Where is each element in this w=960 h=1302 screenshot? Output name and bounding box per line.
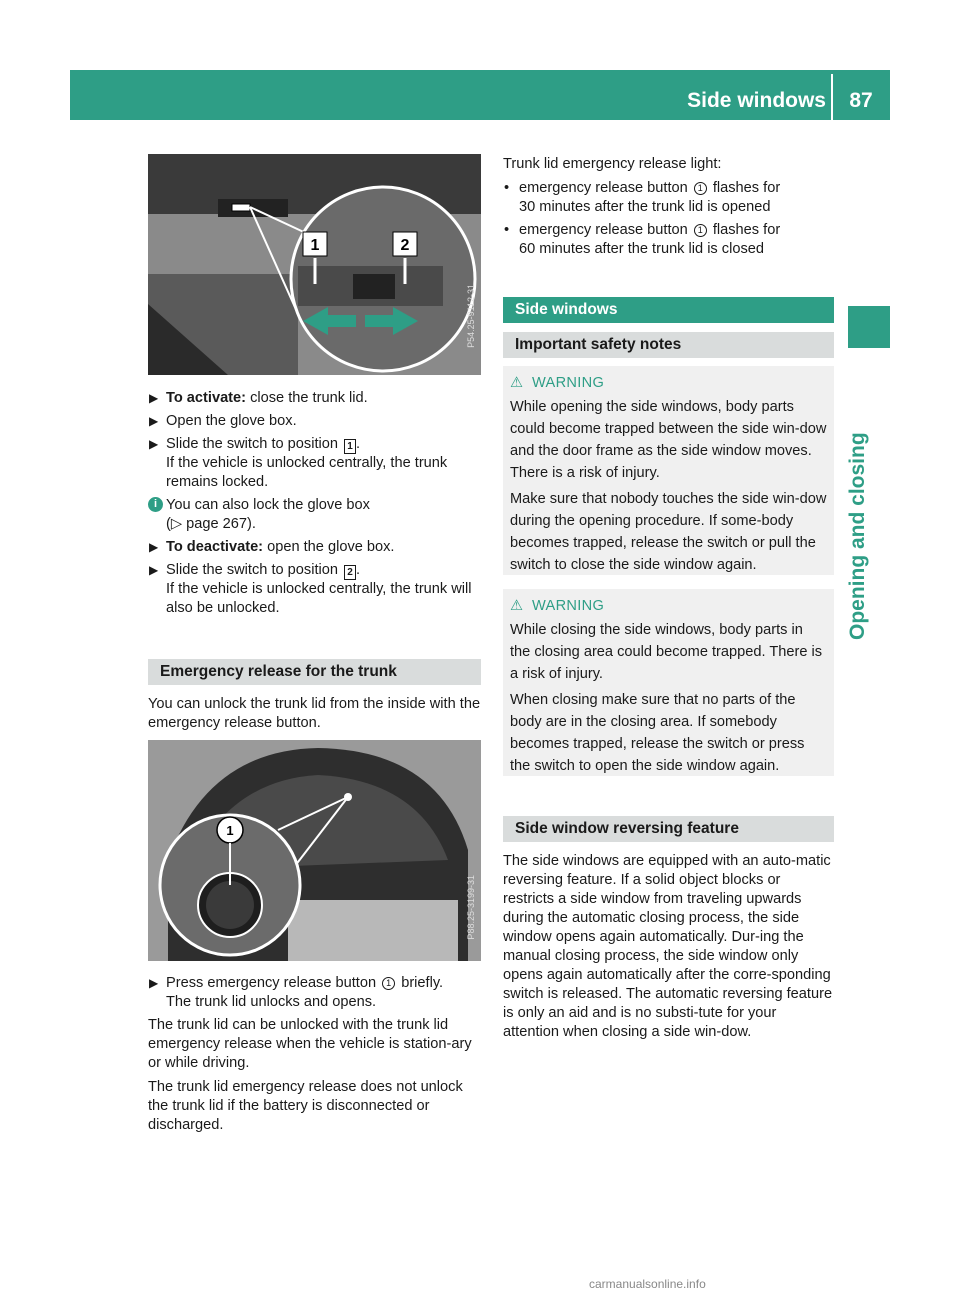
glove-box-illustration <box>148 154 481 375</box>
page-header-title: Side windows <box>687 89 826 112</box>
release-light-heading: Trunk lid emergency release light: <box>503 156 722 172</box>
step-slide-switch-1 <box>148 435 481 492</box>
page-number: 87 <box>849 89 873 112</box>
warning-label: WARNING <box>532 375 605 391</box>
step-press-release <box>148 974 481 1012</box>
step-punct: . <box>356 436 361 452</box>
arrow-bullet-icon: ▶ <box>149 391 159 405</box>
left-release-block <box>148 974 481 1140</box>
arrow-bullet-icon: ▶ <box>149 976 159 990</box>
warning-heading <box>510 595 827 617</box>
left-steps-block <box>148 389 481 622</box>
step-result: If the vehicle is unlocked centrally, the trunk will also be unlocked. <box>166 581 472 616</box>
subsection-heading-reversing: Side window reversing feature <box>503 816 834 842</box>
step-label: To activate: <box>166 390 247 406</box>
arrow-bullet-icon: ▶ <box>149 414 159 428</box>
step-punct: . <box>356 562 361 578</box>
chapter-tab-label: Opening and closing <box>846 432 869 640</box>
warning-triangle-icon: ⚠ <box>510 375 524 391</box>
trunk-illustration <box>148 740 481 961</box>
warning-instruction: Make sure that nobody touches the side win-dow during the opening procedure. If some-body becomes trapped, release the switch or pull the switch to close the side window again. <box>510 491 827 573</box>
warning-box-closing <box>503 589 834 776</box>
figure-trunk-release-button <box>148 740 481 961</box>
paragraph-unlock-driving: The trunk lid can be unlocked with the trunk lid emergency release when the vehicle is station-ary or while driving. <box>148 1017 472 1071</box>
footer-watermark: carmanualsonline.info <box>589 1277 706 1291</box>
bullet-icon: • <box>504 180 510 196</box>
step-text: Open the glove box. <box>166 413 297 429</box>
button-ref-1: 1 <box>382 977 395 990</box>
step-activate <box>148 389 481 408</box>
step-text: close the trunk lid. <box>246 390 368 406</box>
item-text-after: flashes for <box>708 180 781 196</box>
section-intro: You can unlock the trunk lid from the inside with the emergency release button. <box>148 696 481 731</box>
figure2-code: P88.25-3199-31 <box>466 875 476 940</box>
item-cont: 60 minutes after the trunk lid is closed <box>519 241 764 257</box>
release-light-block <box>503 155 834 263</box>
step-text-after: briefly. <box>397 975 444 991</box>
step-open-glovebox <box>148 412 481 431</box>
info-icon: i <box>148 497 163 512</box>
arrow-bullet-icon: ▶ <box>149 563 159 577</box>
figure2-callout-1: 1 <box>226 823 234 838</box>
chapter-tab-marker <box>848 306 890 348</box>
item-text-after: flashes for <box>708 222 781 238</box>
step-slide-switch-2 <box>148 561 481 618</box>
warning-text: While closing the side windows, body parts in the closing area could become trapped. There is a risk of injury. <box>510 622 823 682</box>
button-ref-1: 1 <box>694 182 707 195</box>
reversing-feature-text: The side windows are equipped with an auto-matic reversing feature. If a solid object blocks or restricts a side window from traveling upwards during the automatic closing process, the side window opens again automatically. Dur-ing the manual closing process, the side window only opens again automatically after the corre-sponding switch is released. The automatic reversing feature is only an aid and is no substi-tute for your attention when closing a side win-dow. <box>503 853 833 1040</box>
note-text: You can also lock the glove box <box>166 497 370 513</box>
position-ref-2: 2 <box>344 565 356 580</box>
note-page-ref: (▷ page 267). <box>166 516 256 532</box>
item-text: emergency release button <box>519 222 692 238</box>
button-ref-1: 1 <box>694 224 707 237</box>
position-ref-1: 1 <box>344 439 356 454</box>
step-label: To deactivate: <box>166 539 264 555</box>
warning-instruction: When closing make sure that no parts of the body are in the closing area. If somebody becomes trapped, release the switch or press the switch to open the side window again. <box>510 692 805 774</box>
figure1-code: P54.25-9112-31 <box>466 284 476 348</box>
step-text: Slide the switch to position <box>166 436 343 452</box>
section-heading-emergency-release: Emergency release for the trunk <box>148 659 481 685</box>
step-result: The trunk lid unlocks and opens. <box>166 994 377 1010</box>
note-glove-box-lock <box>148 496 481 534</box>
warning-triangle-icon: ⚠ <box>510 598 524 614</box>
arrow-bullet-icon: ▶ <box>149 437 159 451</box>
figure1-callout-2: 2 <box>400 237 410 254</box>
section-heading-side-windows: Side windows <box>503 297 834 323</box>
warning-box-opening <box>503 366 834 575</box>
figure-glove-box-switch <box>148 154 481 375</box>
step-text: Press emergency release button <box>166 975 381 991</box>
step-deactivate <box>148 538 481 557</box>
release-light-item <box>503 221 834 259</box>
warning-heading <box>510 372 827 394</box>
release-light-item <box>503 179 834 217</box>
step-text: open the glove box. <box>263 539 395 555</box>
subsection-heading-safety: Important safety notes <box>503 332 834 358</box>
item-text: emergency release button <box>519 180 692 196</box>
header-divider <box>831 74 833 120</box>
step-text: Slide the switch to position <box>166 562 343 578</box>
step-result: If the vehicle is unlocked centrally, the trunk remains locked. <box>166 455 448 490</box>
figure1-callout-1: 1 <box>310 237 320 254</box>
item-cont: 30 minutes after the trunk lid is opened <box>519 199 771 215</box>
warning-label: WARNING <box>532 598 605 614</box>
arrow-bullet-icon: ▶ <box>149 540 159 554</box>
warning-text: While opening the side windows, body parts could become trapped between the side win-dow and the door frame as the side window moves. There is a risk of injury. <box>510 399 827 481</box>
paragraph-battery: The trunk lid emergency release does not unlock the trunk lid if the battery is disconnected or discharged. <box>148 1079 463 1133</box>
bullet-icon: • <box>504 222 510 238</box>
